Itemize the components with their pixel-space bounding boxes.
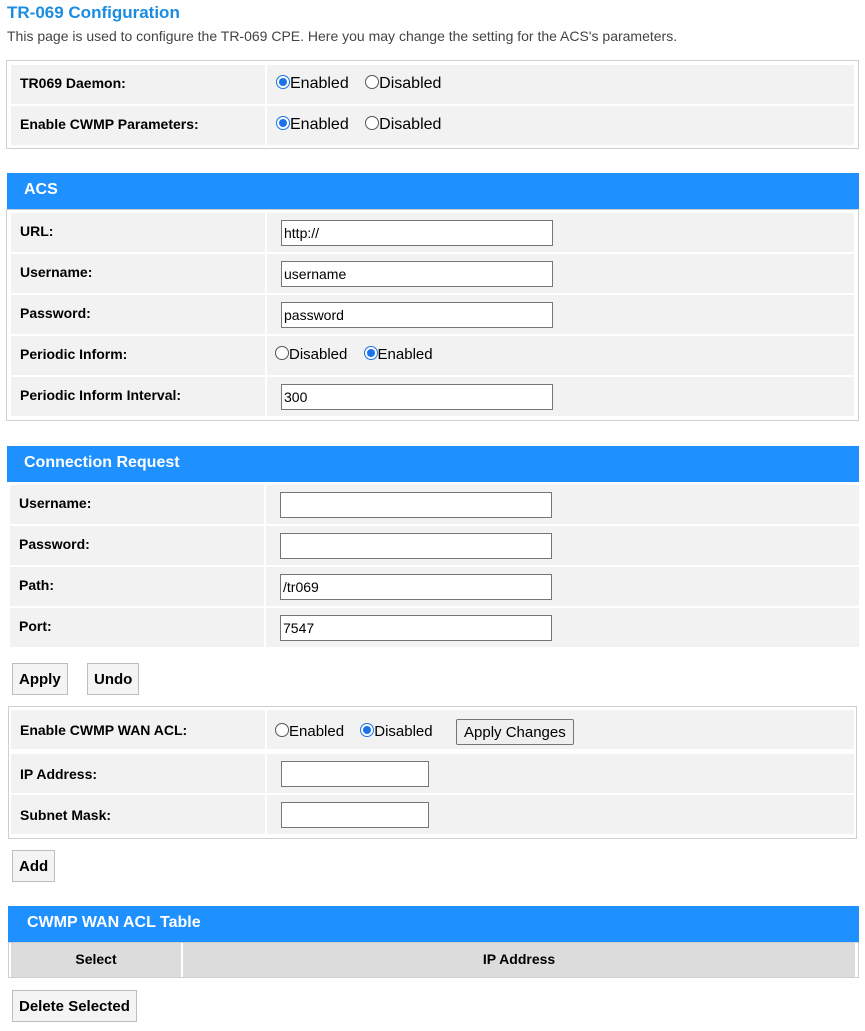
acl-table-col-ip: IP Address: [183, 943, 855, 977]
connreq-username-label: Username:: [19, 495, 92, 511]
acs-header-text: ACS: [24, 181, 58, 198]
acs-url-label: URL:: [20, 223, 54, 239]
daemon-settings-box: [6, 60, 859, 149]
acs-password-input[interactable]: [281, 302, 553, 328]
acl-table: [8, 942, 859, 978]
connection-request-box: [6, 482, 859, 652]
apply-button[interactable]: Apply: [12, 663, 68, 695]
periodic-interval-label: Periodic Inform Interval:: [20, 387, 182, 403]
cwmp-disabled-label: Disabled: [379, 116, 442, 133]
connection-request-header: [7, 446, 859, 482]
connreq-username-input[interactable]: [280, 492, 552, 518]
acs-section-header: [7, 173, 859, 209]
acs-url-input[interactable]: [281, 220, 553, 246]
cwmp-params-row: [11, 106, 854, 145]
acl-mask-input[interactable]: [281, 802, 429, 828]
wan-acl-box: [8, 706, 857, 839]
acs-settings-box: [6, 209, 859, 421]
connreq-password-row: [10, 526, 859, 565]
tr069-enabled-label: Enabled: [290, 75, 349, 92]
connreq-port-row: [10, 608, 859, 647]
connreq-username-row: [10, 485, 859, 524]
acl-disabled-radio[interactable]: [360, 723, 374, 737]
acs-username-label: Username:: [20, 264, 93, 280]
acl-disabled-label: Disabled: [374, 723, 433, 740]
acl-enable-label: Enable CWMP WAN ACL:: [20, 722, 188, 738]
acl-table-col-select: Select: [11, 943, 181, 977]
connreq-password-input[interactable]: [280, 533, 552, 559]
acs-password-row: [11, 295, 854, 334]
cwmp-enabled-radio[interactable]: [276, 116, 290, 130]
periodic-inform-row: [11, 336, 854, 375]
undo-button[interactable]: Undo: [87, 663, 139, 695]
connreq-port-input[interactable]: [280, 615, 552, 641]
periodic-interval-input[interactable]: [281, 384, 553, 410]
connreq-password-label: Password:: [19, 536, 90, 552]
connreq-path-input[interactable]: [280, 574, 552, 600]
acl-ip-input[interactable]: [281, 761, 429, 787]
tr069-daemon-row: [11, 65, 854, 104]
acl-ip-label: IP Address:: [20, 766, 98, 782]
periodic-disabled-label: Disabled: [289, 346, 348, 363]
periodic-enabled-label: Enabled: [377, 346, 433, 363]
connection-request-header-text: Connection Request: [24, 454, 180, 471]
acl-table-header-text: CWMP WAN ACL Table: [27, 914, 201, 931]
periodic-disabled-radio[interactable]: [275, 346, 289, 360]
apply-changes-button[interactable]: Apply Changes: [456, 719, 574, 745]
periodic-enabled-radio[interactable]: [364, 346, 378, 360]
acl-enabled-radio[interactable]: [275, 723, 289, 737]
acs-password-label: Password:: [20, 305, 91, 321]
tr069-disabled-label: Disabled: [379, 75, 442, 92]
connreq-port-label: Port:: [19, 618, 52, 634]
tr069-disabled-radio[interactable]: [365, 75, 379, 89]
connreq-path-label: Path:: [19, 577, 54, 593]
acl-ip-row: [11, 754, 854, 793]
acl-enabled-label: Enabled: [289, 723, 345, 740]
page-title: TR-069 Configuration: [7, 3, 180, 22]
acl-enable-row: [11, 710, 854, 749]
acs-url-row: [11, 213, 854, 252]
acs-username-row: [11, 254, 854, 293]
cwmp-disabled-radio[interactable]: [365, 116, 379, 130]
acl-mask-row: [11, 795, 854, 834]
tr069-daemon-label: TR069 Daemon:: [20, 75, 126, 91]
acl-table-header: [8, 906, 859, 942]
tr069-enabled-radio[interactable]: [276, 75, 290, 89]
delete-selected-button[interactable]: Delete Selected: [12, 990, 137, 1022]
periodic-interval-row: [11, 377, 854, 416]
add-button[interactable]: Add: [12, 850, 55, 882]
connreq-path-row: [10, 567, 859, 606]
acs-username-input[interactable]: [281, 261, 553, 287]
cwmp-params-label: Enable CWMP Parameters:: [20, 116, 199, 132]
acl-mask-label: Subnet Mask:: [20, 807, 112, 823]
cwmp-enabled-label: Enabled: [290, 116, 349, 133]
page-description: This page is used to configure the TR-069 CPE. Here you may change the setting for the ACS's parameters.: [7, 28, 678, 44]
periodic-inform-label: Periodic Inform:: [20, 346, 128, 362]
